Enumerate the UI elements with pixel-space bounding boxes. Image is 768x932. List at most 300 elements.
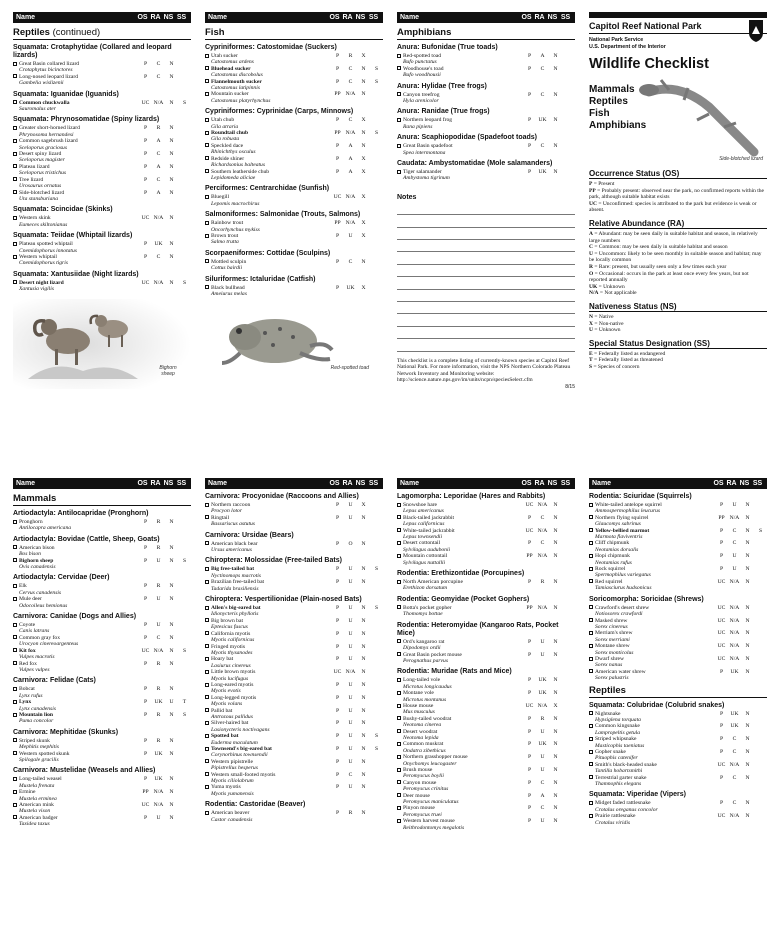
species-checkbox[interactable] — [205, 785, 209, 789]
common-name: Yuma myotis — [211, 784, 241, 791]
species-checkbox[interactable] — [205, 695, 209, 699]
scientific-name: Bos bison — [19, 551, 41, 558]
nativeness-status: X — [361, 168, 366, 175]
species-checkbox[interactable] — [205, 606, 209, 610]
occurrence-status: P — [143, 241, 148, 248]
species-row — [205, 541, 383, 554]
relative-abundance: A — [540, 792, 545, 799]
species-checkbox[interactable] — [397, 716, 401, 720]
nativeness-status: N — [553, 169, 558, 176]
scientific-name: Canis latrans — [19, 628, 50, 635]
species-checkbox[interactable] — [205, 657, 209, 661]
species-checkbox[interactable] — [13, 177, 17, 181]
species-checkbox[interactable] — [397, 170, 401, 174]
common-name: Striped skunk — [19, 737, 50, 744]
scientific-name: Pituophis catenifer — [595, 755, 638, 762]
species-checkbox[interactable] — [205, 644, 209, 648]
species-checkbox[interactable] — [205, 515, 209, 519]
relative-abundance: A — [540, 53, 545, 59]
occurrence-status: PP — [334, 130, 341, 137]
nativeness-status: N — [553, 65, 558, 72]
species-checkbox[interactable] — [589, 711, 593, 715]
species-row — [205, 733, 383, 746]
species-checkbox[interactable] — [205, 580, 209, 584]
species-checkbox[interactable] — [205, 631, 209, 635]
species-checkbox[interactable] — [205, 79, 209, 83]
occurrence-status: P — [335, 566, 340, 573]
nativeness-status: N — [169, 660, 174, 667]
species-list — [13, 510, 191, 828]
species-checkbox[interactable] — [13, 700, 17, 704]
species-checkbox[interactable] — [13, 661, 17, 665]
species-checkbox[interactable] — [205, 156, 209, 160]
nativeness-status: N — [553, 91, 558, 98]
nativeness-status: N — [553, 677, 558, 684]
species-checkbox[interactable] — [13, 100, 17, 104]
common-name: Common kingsnake — [595, 723, 640, 730]
species-row — [397, 780, 575, 793]
scientific-name: Peromyscus maniculatus — [403, 799, 459, 806]
relative-abundance: C — [540, 514, 545, 521]
species-checkbox[interactable] — [205, 567, 209, 571]
scientific-name: Glaucomys sabrinus — [595, 521, 641, 528]
species-checkbox[interactable] — [13, 648, 17, 652]
common-name: Tiger salamander — [403, 169, 442, 176]
species-checkbox[interactable] — [13, 520, 17, 524]
nativeness-status: N — [169, 789, 174, 796]
relative-abundance: R — [348, 810, 353, 817]
group-title: Carnivora: Mephitidae (Skunks) — [13, 728, 119, 736]
scientific-name: Urocyon cinereoargenteus — [19, 641, 79, 648]
relative-abundance: U — [348, 681, 353, 688]
special-status: S — [182, 557, 187, 564]
species-checkbox[interactable] — [13, 635, 17, 639]
legend-code: U — [589, 327, 593, 334]
species-row — [589, 515, 767, 528]
legend-code: N/A — [589, 290, 599, 297]
common-name: Mule deer — [19, 596, 42, 603]
agency-line-1: National Park Service — [589, 37, 644, 43]
relative-abundance: UK — [730, 710, 739, 717]
species-checkbox[interactable] — [13, 545, 17, 549]
species-checkbox[interactable] — [13, 584, 17, 588]
species-checkbox[interactable] — [397, 528, 401, 532]
species-checkbox[interactable] — [589, 631, 593, 635]
occurrence-status: P — [527, 767, 532, 773]
common-name: Northern leopard frog — [403, 117, 453, 124]
species-checkbox[interactable] — [205, 772, 209, 776]
relative-abundance: U — [348, 232, 353, 239]
occurrence-status: P — [335, 758, 340, 765]
common-name: Merriam's shrew — [595, 630, 633, 637]
scientific-name: Sorex palustris — [595, 675, 629, 682]
species-checkbox[interactable] — [397, 704, 401, 708]
species-checkbox[interactable] — [13, 777, 17, 781]
occurrence-status: P — [527, 540, 532, 547]
occurrence-status: P — [335, 630, 340, 637]
group-title: Anura: Scaphiopodidae (Spadefoot toads) — [397, 134, 538, 142]
species-checkbox[interactable] — [589, 657, 593, 661]
relative-abundance: C — [348, 258, 353, 265]
common-name: Mountain sucker — [211, 91, 249, 98]
relative-abundance: C — [732, 800, 737, 807]
species-checkbox[interactable] — [589, 579, 593, 583]
nativeness-status: N — [169, 737, 174, 744]
nativeness-status: N — [169, 163, 174, 170]
special-status: S — [182, 279, 187, 286]
relative-abundance: U — [348, 720, 353, 727]
occurrence-status: P — [335, 155, 340, 162]
species-checkbox[interactable] — [205, 143, 209, 147]
species-checkbox[interactable] — [397, 652, 401, 656]
relative-abundance: A — [348, 142, 353, 149]
special-status: S — [182, 711, 187, 718]
species-checkbox[interactable] — [13, 74, 17, 78]
species-checkbox[interactable] — [205, 169, 209, 173]
species-checkbox[interactable] — [397, 793, 401, 797]
occurrence-status: P — [143, 711, 148, 718]
relative-abundance: U — [732, 502, 737, 508]
nativeness-status: N — [553, 553, 558, 560]
common-name: Bighorn sheep — [19, 557, 54, 564]
species-checkbox[interactable] — [397, 806, 401, 810]
species-checkbox[interactable] — [205, 131, 209, 135]
relative-abundance: N/A — [729, 617, 740, 624]
nativeness-status: N — [745, 813, 750, 820]
species-checkbox[interactable] — [205, 66, 209, 70]
common-name: Speckled dace — [211, 142, 244, 149]
group-title: Rodentia: Heteromyidae (Kangaroo Rats, Pocket Mice) — [397, 621, 559, 637]
species-checkbox[interactable] — [13, 597, 17, 601]
common-name: Botta's pocket gopher — [403, 604, 452, 611]
species-checkbox[interactable] — [589, 528, 593, 532]
nativeness-status: N — [361, 130, 366, 137]
species-checkbox[interactable] — [205, 234, 209, 238]
species-checkbox[interactable] — [589, 567, 593, 571]
species-checkbox[interactable] — [205, 221, 209, 225]
species-checkbox[interactable] — [205, 708, 209, 712]
nativeness-status: N — [169, 647, 174, 654]
scientific-name: Taxidea taxus — [19, 821, 50, 828]
species-row — [13, 661, 191, 674]
occurrence-status: P — [527, 805, 532, 812]
species-checkbox[interactable] — [205, 259, 209, 263]
species-checkbox[interactable] — [397, 580, 401, 584]
nativeness-status: N — [361, 617, 366, 624]
common-name: Brown trout — [211, 232, 239, 239]
group-title: Soricomorpha: Soricidae (Shrews) — [589, 595, 704, 603]
species-checkbox[interactable] — [205, 811, 209, 815]
title-bar — [589, 12, 767, 18]
species-checkbox[interactable] — [205, 541, 209, 545]
nativeness-status: N — [553, 690, 558, 697]
species-row — [205, 746, 383, 759]
species-row — [13, 151, 191, 164]
species-checkbox[interactable] — [13, 751, 17, 755]
species-row — [589, 502, 767, 515]
species-checkbox[interactable] — [13, 126, 17, 130]
relative-abundance: N/A — [345, 91, 356, 98]
common-name: American badger — [19, 814, 58, 821]
category-fish: Fish — [589, 108, 610, 119]
scientific-name: Bassariscus astutus — [211, 521, 255, 528]
nativeness-status: N — [169, 241, 174, 248]
species-checkbox[interactable] — [205, 670, 209, 674]
relative-abundance: U — [348, 733, 353, 740]
species-checkbox[interactable] — [205, 503, 209, 507]
nativeness-status: N — [553, 117, 558, 124]
relative-abundance: N/A — [153, 647, 164, 654]
scientific-name: Myotis yumanensis — [211, 790, 254, 797]
species-row — [205, 143, 383, 156]
species-checkbox[interactable] — [397, 92, 401, 96]
species-checkbox[interactable] — [589, 644, 593, 648]
species-checkbox[interactable] — [397, 742, 401, 746]
common-name: Northern flying squirrel — [595, 514, 649, 521]
common-name: Yellow-bellied marmot — [595, 527, 650, 534]
scientific-name: Euderma maculatum — [211, 739, 258, 746]
species-checkbox[interactable] — [589, 515, 593, 519]
species-checkbox[interactable] — [205, 54, 209, 58]
scientific-name: Cnemidophorus innotatus — [19, 247, 77, 254]
scientific-name: Hypsiglena torquata — [595, 716, 641, 723]
species-checkbox[interactable] — [589, 750, 593, 754]
scientific-name: Sorex cinereus — [595, 623, 628, 630]
species-row — [397, 652, 575, 665]
species-checkbox[interactable] — [589, 762, 593, 766]
species-checkbox[interactable] — [397, 66, 401, 70]
scientific-name: Peromyscus truei — [403, 811, 442, 818]
special-status: S — [374, 130, 379, 137]
common-name: Western harvest mouse — [403, 818, 455, 825]
species-checkbox[interactable] — [205, 285, 209, 289]
species-row — [205, 91, 383, 104]
species-checkbox[interactable] — [13, 280, 17, 284]
species-checkbox[interactable] — [205, 721, 209, 725]
species-checkbox[interactable] — [205, 92, 209, 96]
species-checkbox[interactable] — [589, 724, 593, 728]
species-checkbox[interactable] — [205, 118, 209, 122]
relative-abundance: R — [156, 686, 161, 693]
legend-code: R — [589, 263, 593, 270]
species-checkbox[interactable] — [397, 605, 401, 609]
species-checkbox[interactable] — [13, 164, 17, 168]
species-checkbox[interactable] — [589, 618, 593, 622]
species-checkbox[interactable] — [397, 819, 401, 823]
species-checkbox[interactable] — [397, 780, 401, 784]
relative-abundance: U — [348, 514, 353, 521]
species-checkbox[interactable] — [397, 541, 401, 545]
species-checkbox[interactable] — [205, 195, 209, 199]
species-row — [205, 784, 383, 797]
species-checkbox[interactable] — [589, 541, 593, 545]
species-row — [13, 74, 191, 87]
relative-abundance: UK — [154, 776, 163, 783]
species-checkbox[interactable] — [13, 62, 17, 66]
common-name: Desert cottontail — [403, 540, 441, 547]
group-title: Salmoniformes: Salmonidae (Trouts, Salmons) — [205, 211, 361, 219]
species-row — [397, 690, 575, 703]
species-checkbox[interactable] — [13, 713, 17, 717]
scientific-name: Myotis volans — [211, 701, 243, 708]
species-checkbox[interactable] — [397, 144, 401, 148]
legend-description: Not applicable — [604, 290, 637, 297]
common-name: Great Basin pocket mouse — [403, 651, 462, 658]
relative-abundance: R — [348, 53, 353, 59]
common-name: North American porcupine — [403, 579, 463, 586]
occurrence-status: P — [527, 65, 532, 72]
occurrence-status: P — [335, 681, 340, 688]
occurrence-status: P — [143, 544, 148, 551]
table-header: Name OS RA NS SS — [13, 12, 191, 23]
species-checkbox[interactable] — [589, 737, 593, 741]
relative-abundance: C — [732, 774, 737, 781]
species-checkbox[interactable] — [205, 747, 209, 751]
species-checkbox[interactable] — [397, 118, 401, 122]
nativeness-status: N — [745, 643, 750, 650]
occurrence-status: UC — [525, 702, 534, 709]
scientific-name: Catostomus latipinnis — [211, 85, 260, 92]
relative-abundance: C — [156, 253, 161, 260]
occurrence-status: P — [527, 514, 532, 521]
legend-code: N — [589, 313, 593, 320]
species-checkbox[interactable] — [13, 242, 17, 246]
species-checkbox[interactable] — [589, 503, 593, 507]
section-title: Fish — [205, 27, 383, 40]
scientific-name: Sceloporus magister — [19, 157, 65, 164]
relative-abundance: UK — [538, 677, 547, 684]
scientific-name: Myotis thysanodes — [211, 649, 253, 656]
species-checkbox[interactable] — [397, 768, 401, 772]
scientific-name: Onychomys leucogaster — [403, 760, 457, 767]
occurrence-status: PP — [718, 514, 725, 521]
nativeness-status: N — [361, 258, 366, 265]
species-checkbox[interactable] — [13, 687, 17, 691]
species-checkbox[interactable] — [589, 814, 593, 818]
species-checkbox[interactable] — [13, 255, 17, 259]
nativeness-status: N — [169, 61, 174, 67]
species-checkbox[interactable] — [13, 623, 17, 627]
species-checkbox[interactable] — [397, 54, 401, 58]
common-name: Montane vole — [403, 690, 434, 697]
common-name: Coyote — [19, 622, 36, 629]
species-row — [205, 79, 383, 92]
species-row — [589, 540, 767, 553]
occurrence-status: P — [335, 258, 340, 265]
species-checkbox[interactable] — [13, 190, 17, 194]
species-checkbox[interactable] — [397, 729, 401, 733]
scientific-name: Erethizon dorsatum — [403, 585, 448, 592]
relative-abundance: U — [156, 596, 161, 603]
common-name: Ringtail — [211, 514, 230, 521]
species-checkbox[interactable] — [589, 775, 593, 779]
relative-abundance: U — [156, 557, 161, 564]
scientific-name: Lasiurus cinereus — [211, 662, 251, 669]
common-name: Terrestrial garter snake — [595, 774, 647, 781]
legend-item: E = Federally listed as endangered — [589, 350, 666, 357]
species-checkbox[interactable] — [13, 216, 17, 220]
species-checkbox[interactable] — [13, 803, 17, 807]
nativeness-status: N — [169, 189, 174, 196]
occurrence-status: P — [527, 638, 532, 645]
species-checkbox[interactable] — [589, 605, 593, 609]
nativeness-status: N — [169, 622, 174, 629]
species-checkbox[interactable] — [13, 815, 17, 819]
scientific-name: Mephitis mephitis — [19, 744, 59, 751]
species-checkbox[interactable] — [397, 691, 401, 695]
legend-code: C — [589, 244, 593, 251]
occurrence-status: P — [719, 710, 724, 717]
species-checkbox[interactable] — [205, 759, 209, 763]
relative-abundance: UK — [538, 690, 547, 697]
group-title: Squamata: Colubridae (Colubrid snakes) — [589, 701, 725, 709]
common-name: Midget faded rattlesnake — [595, 800, 651, 807]
species-row — [397, 92, 575, 105]
relative-abundance: R — [156, 519, 161, 525]
species-checkbox[interactable] — [397, 515, 401, 519]
species-checkbox[interactable] — [205, 683, 209, 687]
nativeness-status: U — [169, 699, 174, 706]
species-checkbox[interactable] — [397, 678, 401, 682]
occurrence-status: P — [143, 737, 148, 744]
common-name: American bison — [19, 544, 55, 551]
species-checkbox[interactable] — [13, 152, 17, 156]
occurrence-status: P — [335, 771, 340, 778]
section-title: Reptiles — [589, 685, 767, 698]
nativeness-status: N — [553, 818, 558, 825]
species-checkbox[interactable] — [397, 755, 401, 759]
relative-abundance: U — [156, 622, 161, 629]
occurrence-status: P — [335, 117, 340, 124]
species-checkbox[interactable] — [589, 554, 593, 558]
nativeness-status: N — [361, 540, 366, 547]
column-mammals-3 — [397, 478, 575, 928]
species-checkbox[interactable] — [205, 618, 209, 622]
nativeness-status: X — [361, 53, 366, 59]
species-checkbox[interactable] — [589, 669, 593, 673]
scientific-name: Corynorhinus townsendii — [211, 752, 268, 759]
column-mammals-1 — [13, 478, 191, 928]
species-checkbox[interactable] — [397, 503, 401, 507]
species-checkbox[interactable] — [589, 801, 593, 805]
species-checkbox[interactable] — [397, 639, 401, 643]
scientific-name: Ondatra zibethicus — [403, 747, 446, 754]
species-checkbox[interactable] — [397, 554, 401, 558]
species-row — [205, 156, 383, 169]
species-checkbox[interactable] — [13, 790, 17, 794]
scientific-name: Lasionycteris noctivagans — [211, 726, 270, 733]
common-name: Plateau spotted whiptail — [19, 241, 73, 248]
legend-code: UC — [589, 200, 597, 207]
species-list — [589, 493, 767, 682]
scientific-name: Mustela frenata — [19, 782, 55, 789]
common-name: Common muskrat — [403, 741, 444, 748]
relative-abundance: U — [540, 767, 545, 773]
special-status: S — [374, 65, 379, 72]
species-checkbox[interactable] — [13, 558, 17, 562]
species-list — [397, 493, 575, 831]
scientific-name: Mus musculus — [403, 709, 435, 716]
nativeness-status: X — [553, 702, 558, 709]
species-row — [13, 61, 191, 74]
occurrence-status: P — [143, 750, 148, 757]
nativeness-status: N — [745, 502, 750, 508]
nativeness-status: N — [553, 527, 558, 534]
species-checkbox[interactable] — [13, 738, 17, 742]
species-checkbox[interactable] — [205, 734, 209, 738]
occurrence-status: P — [143, 634, 148, 641]
species-checkbox[interactable] — [13, 139, 17, 143]
